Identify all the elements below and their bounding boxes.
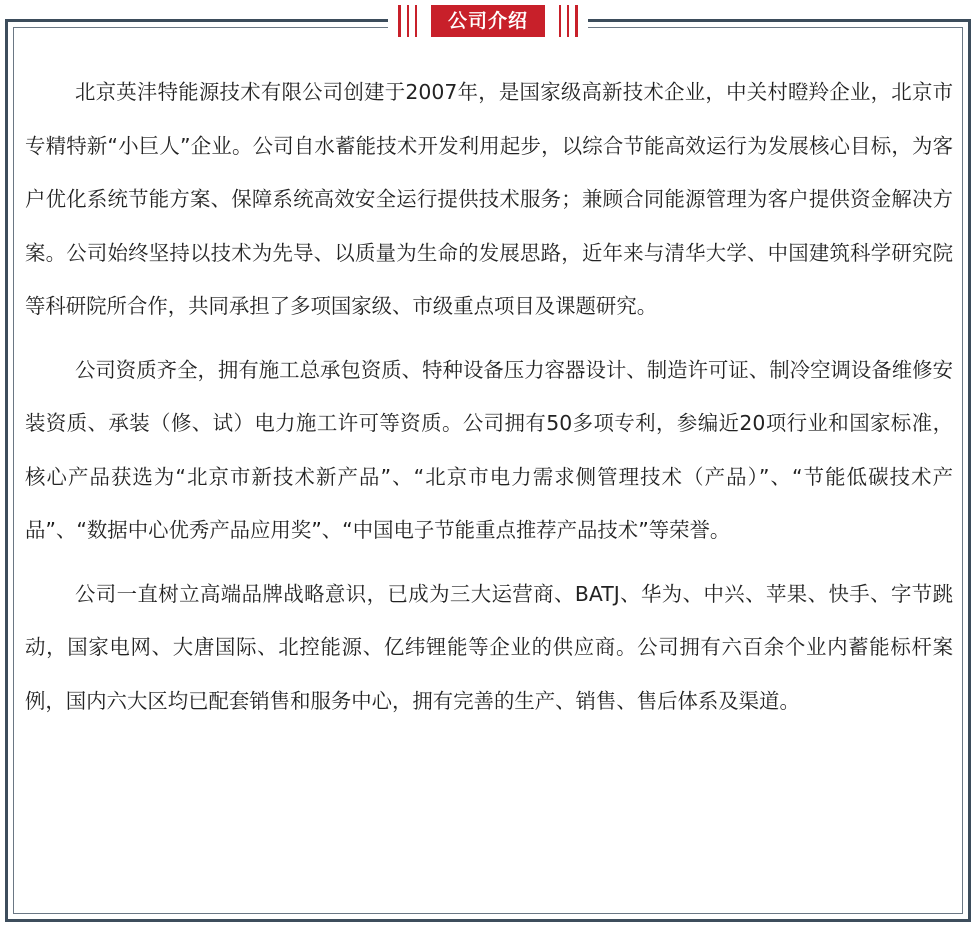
left-decor-bar-3 — [415, 5, 417, 37]
right-decor-bar-2 — [567, 5, 569, 37]
right-decor-bar-1 — [559, 5, 561, 37]
section-title: 公司介绍 — [431, 5, 545, 37]
intro-paragraph-2: 公司资质齐全，拥有施工总承包资质、特种设备压力容器设计、制造许可证、制冷空调设备维修安装资质、承装（修、试）电力施工许可等资质。公司拥有50多项专利，参编近20项行业和国家标准，核心产品获选为“北京市新技术新产品”、“北京市电力需求侧管理技术（产品）”、“节能低碳技术产品”、“数据中心优秀产品应用奖”、“中国电子节能重点推荐产品技术”等荣誉。 — [25, 357, 953, 542]
intro-paragraph-3: 公司一直树立高端品牌战略意识，已成为三大运营商、BATJ、华为、中兴、苹果、快手、字节跳动，国家电网、大唐国际、北控能源、亿纬锂能等企业的供应商。公司拥有六百余个业内蓄能标杆案例，国内六大区均已配套销售和服务中心，拥有完善的生产、销售、售后体系及渠道。 — [25, 581, 953, 713]
left-decor-bar-1 — [398, 5, 401, 37]
left-decor-bar-2 — [407, 5, 409, 37]
right-decor-bar-3 — [575, 5, 578, 37]
company-intro-body — [25, 66, 953, 738]
intro-paragraph-1: 北京英沣特能源技术有限公司创建于2007年，是国家级高新技术企业，中关村瞪羚企业，北京市专精特新“小巨人”企业。公司自水蓄能技术开发利用起步，以综合节能高效运行为发展核心目标，为客户优化系统节能方案、保障系统高效安全运行提供技术服务；兼顾合同能源管理为客户提供资金解决方案。公司始终坚持以技术为先导、以质量为生命的发展思路，近年来与清华大学、中国建筑科学研究院等科研院所合作，共同承担了多项国家级、市级重点项目及课题研究。 — [25, 80, 953, 318]
section-header — [388, 0, 588, 44]
